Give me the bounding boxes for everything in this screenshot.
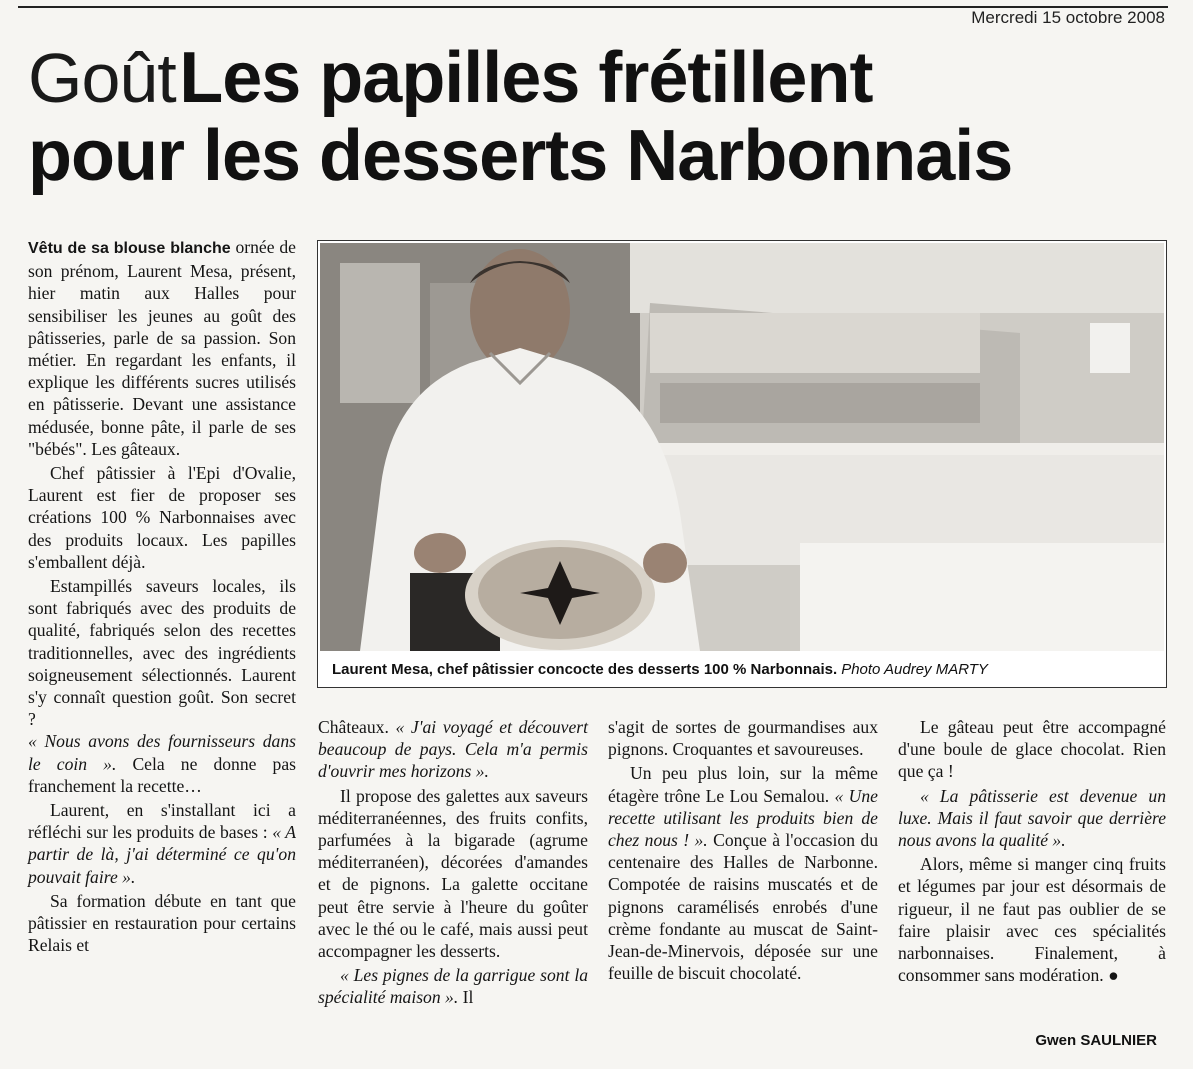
paragraph: s'agit de sortes de gourmandises aux pignons. Croquantes et savoureuses. <box>608 717 878 760</box>
chef-photo <box>320 243 1164 651</box>
publication-date: Mercredi 15 octobre 2008 <box>971 8 1165 27</box>
quote: « La pâtisserie est devenue un luxe. Mais il faut savoir que derrière nous avons la qualité ». <box>898 785 1166 851</box>
quote: « J'ai voyagé et découvert beaucoup de pays. Cela m'a permis d'ouvrir mes horizons ». <box>318 717 588 782</box>
quote: « Nous avons des fournisseurs dans le coin ». <box>28 731 296 774</box>
paragraph-text: Cela ne donne pas franchement la recette… <box>28 753 296 796</box>
article-column-2 <box>318 716 588 1011</box>
author-byline: Gwen SAULNIER <box>1035 1032 1157 1049</box>
photo-box <box>317 240 1167 688</box>
paragraph: Il propose des galettes aux saveurs méditerranéennes, des fruits confits, parfumées à la bigarade (agrume méditerranéen), décorées d'amandes et de pignons. La galette occitane peut être servie à l'heure du goûter avec le thé ou le café, mais aussi peut accompagner les desserts. <box>318 785 588 962</box>
paragraph-text: Estampillés saveurs locales, ils sont fabriqués avec des produits de qualité, fabriqués selon des recettes traditionnelles, avec des ingrédients soigneusement sélectionnés. Laurent s'y connaît question goût. Son secret ? <box>28 576 296 730</box>
paragraph <box>28 575 296 797</box>
headline-line-2: pour les desserts Narbonnais <box>28 116 1013 197</box>
caption-text: Laurent Mesa, chef pâtissier concocte des desserts 100 % Narbonnais. <box>332 661 838 678</box>
article-column-3 <box>608 716 878 986</box>
photo-credit: Photo Audrey MARTY <box>841 661 988 678</box>
quote: « Une recette utilisant les produits bien de chez nous ! ». <box>608 785 878 851</box>
photo-caption <box>332 661 1152 678</box>
top-rule <box>18 0 1168 8</box>
headline <box>28 40 1178 195</box>
paragraph-text: Laurent, en s'installant ici a réfléchi sur les produits de bases : <box>28 800 296 843</box>
paragraph: Chef pâtissier à l'Epi d'Ovalie, Laurent est fier de proposer ses créations 100 % Narbonnaises avec des produits locaux. Les papilles s'emballent déjà. <box>28 463 296 572</box>
paragraph-text: Un peu plus loin, sur la même étagère trône Le Lou Semalou. <box>608 763 878 806</box>
article-column-1 <box>28 236 296 959</box>
paragraph: Le gâteau peut être accompagné d'une boule de glace chocolat. Rien que ça ! <box>898 717 1166 782</box>
paragraph: Sa formation débute en tant que pâtissier en restauration pour certains Relais et <box>28 890 296 956</box>
paragraph-text: Châteaux. <box>318 717 396 737</box>
paragraph: Alors, même si manger cinq fruits et légumes par jour est désormais de rigueur, il ne faut pas oublier de se faire plaisir avec ces spécialités narbonnaises. Finalement, à consommer sans modération. ● <box>898 854 1166 986</box>
lead-in: Vêtu de sa blouse blanche <box>28 240 231 257</box>
article-column-4 <box>898 716 1166 988</box>
headline-line-1: Les papilles frétillent <box>179 38 873 118</box>
paragraph-text: ornée de son prénom, Laurent Mesa, présent, hier matin aux Halles pour sensibiliser les jeunes au goût des pâtisseries, parle de sa passion. Son métier. En regardant les enfants, il explique les différents sucres utilisés en pâtisserie. Devant une assistance médusée, bonne pâte, il parle de ses "bébés". Les gâteaux. <box>28 237 296 459</box>
paragraph <box>28 799 296 888</box>
photo-illustration <box>320 243 1164 651</box>
paragraph <box>28 236 296 460</box>
paragraph-text: Il <box>458 987 474 1008</box>
quote: « Les pignes de la garrigue sont la spécialité maison ». <box>318 965 588 1008</box>
paragraph-text: Conçue à l'occasion du centenaire des Halles de Narbonne. Compotée de raisins muscatés et de pignons caramélisés enrobés d'une crème fondante au muscat de Saint-Jean-de-Minervois, déposée sur une feuille de biscuit chocolaté. <box>608 830 878 984</box>
headline-kicker: Goût <box>28 39 176 117</box>
paragraph <box>898 785 1166 852</box>
quote: « A partir de là, j'ai déterminé ce qu'on pouvait faire ». <box>28 822 297 887</box>
paragraph <box>318 716 588 783</box>
paragraph <box>318 964 588 1008</box>
paragraph <box>608 762 878 984</box>
